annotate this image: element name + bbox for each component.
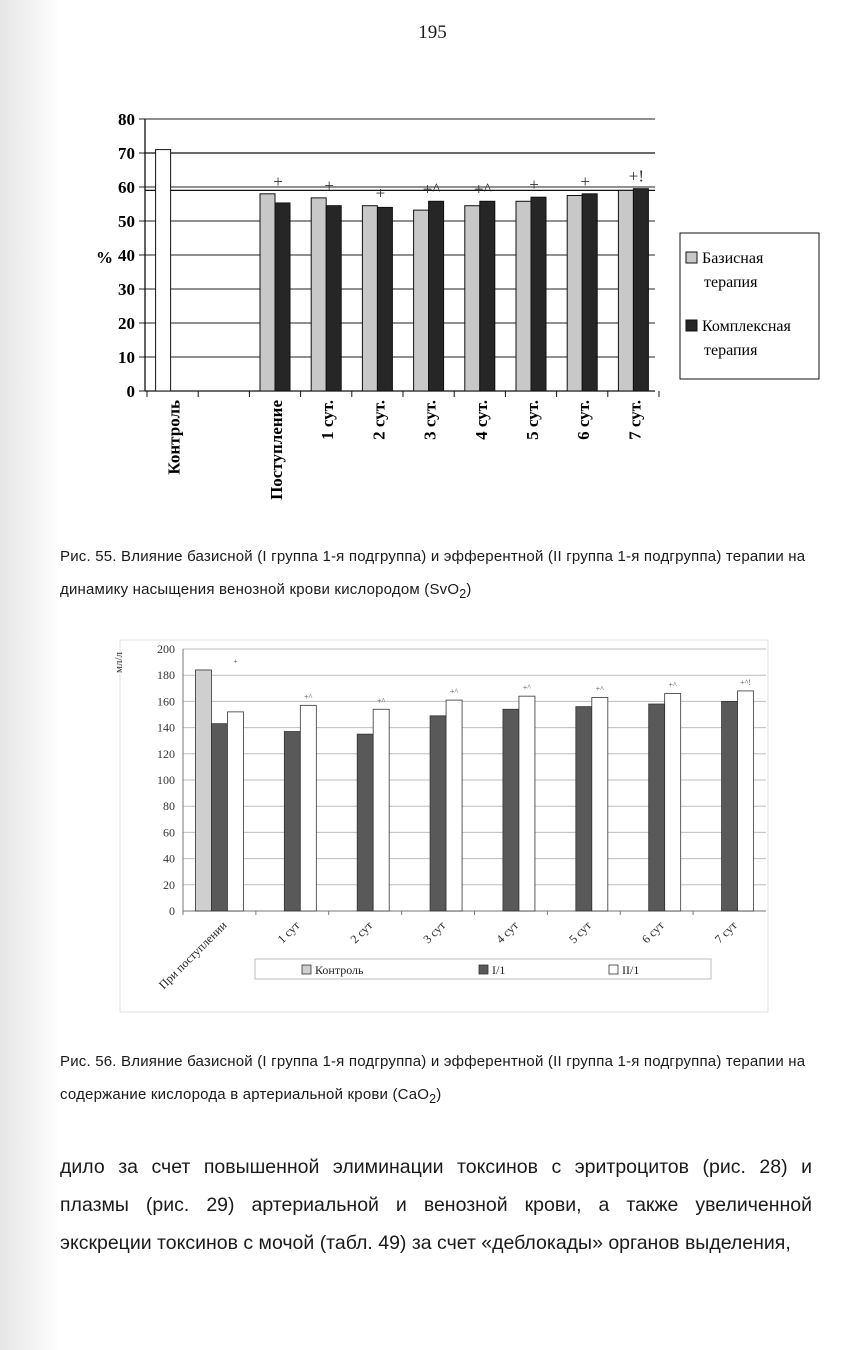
- x-tick-label: 6 сут: [638, 918, 667, 947]
- bar-basic: [311, 198, 326, 391]
- significance-mark: +^: [668, 680, 677, 690]
- significance-mark: +^: [474, 179, 492, 199]
- bar-I/1: [284, 732, 300, 911]
- bar-I/1: [430, 716, 446, 911]
- bar-I/1: [576, 707, 592, 911]
- bar-basic: [516, 201, 531, 391]
- x-tick-label: 1 сут: [274, 918, 303, 947]
- y-tick-label: 140: [157, 720, 175, 735]
- legend-swatch: [479, 965, 488, 974]
- x-tick-label: 6 сут.: [574, 400, 594, 440]
- x-tick-label: 7 сут.: [625, 400, 645, 440]
- bar-II/1: [519, 696, 535, 911]
- legend-label: терапия: [704, 274, 758, 291]
- x-tick-label: Контроль: [164, 400, 184, 475]
- legend-swatch: [302, 965, 311, 974]
- bar-basic: [414, 210, 429, 391]
- y-tick-label: 50: [118, 212, 135, 231]
- bar-II/1: [592, 697, 608, 911]
- bar-basic: [465, 206, 480, 391]
- bar-complex: [480, 201, 495, 391]
- chart-svo2: [0, 0, 865, 540]
- x-tick-label: 1 сут.: [318, 400, 338, 440]
- bar-complex: [326, 206, 341, 391]
- y-tick-label: 60: [163, 825, 175, 840]
- significance-mark: +: [529, 175, 539, 195]
- significance-mark: +^: [522, 683, 532, 693]
- bar-complex: [429, 201, 444, 391]
- significance-mark: +: [580, 171, 590, 191]
- significance-mark: +^: [595, 684, 604, 694]
- significance-mark: +: [324, 175, 334, 195]
- significance-mark: +: [273, 171, 283, 191]
- y-tick-label: 0: [169, 904, 175, 918]
- x-tick-label: 7 сут: [711, 918, 740, 947]
- bar-II/1: [300, 705, 316, 911]
- body-text-line: дило за счет повышенной элиминации токсинов с эритроцитов (рис. 28) и: [60, 1156, 812, 1178]
- y-axis-label: %: [96, 248, 113, 267]
- bar-basic: [260, 194, 275, 391]
- body-text-line: экскреции токсинов с мочой (табл. 49) за счет «деблокады» органов выделения,: [60, 1232, 791, 1254]
- significance-mark: +^: [304, 692, 313, 702]
- x-tick-label: Поступление: [267, 400, 286, 500]
- y-tick-label: 40: [163, 851, 175, 866]
- x-tick-label: 2 сут: [347, 918, 376, 947]
- y-tick-label: 30: [118, 280, 135, 299]
- y-axis-label: мл/л: [113, 652, 125, 673]
- legend-label: I/1: [492, 963, 506, 977]
- legend-label: терапия: [704, 342, 758, 359]
- bar-I/1: [357, 734, 373, 911]
- x-tick-label: 3 сут: [420, 918, 449, 947]
- x-tick-label: 2 сут.: [369, 400, 389, 440]
- bar-I/1: [722, 701, 738, 911]
- legend-label: II/1: [622, 963, 640, 977]
- y-tick-label: 160: [157, 694, 175, 709]
- bar-II/1: [446, 700, 462, 911]
- y-tick-label: 60: [118, 178, 135, 197]
- body-text-line: плазмы (рис. 29) артериальной и венозной крови, а также увеличенной: [60, 1194, 812, 1216]
- y-tick-label: 180: [157, 668, 175, 683]
- significance-mark: +^: [377, 696, 386, 706]
- legend-swatch-complex: [686, 320, 697, 331]
- x-tick-label: 3 сут.: [420, 400, 440, 440]
- bar-II/1: [665, 694, 681, 911]
- bar-complex: [633, 189, 648, 391]
- legend-label: Комплексная: [702, 318, 791, 335]
- significance-mark: +: [233, 656, 238, 666]
- significance-mark: +^: [422, 179, 441, 199]
- y-tick-label: 120: [157, 746, 175, 761]
- y-tick-label: 20: [163, 877, 175, 892]
- bar-I/1: [503, 709, 519, 911]
- significance-mark: +: [375, 183, 386, 203]
- bar-complex: [582, 194, 597, 391]
- bar-complex: [275, 203, 290, 391]
- y-tick-label: 200: [157, 642, 175, 656]
- body-text: [60, 1148, 812, 1262]
- x-tick-label: При поступлении: [155, 918, 230, 992]
- bar-I/1: [649, 704, 665, 911]
- bar-II/1: [738, 691, 754, 911]
- bar-basic: [362, 206, 377, 391]
- legend-label: Контроль: [315, 963, 364, 977]
- x-tick-label: 4 сут: [493, 918, 522, 947]
- bar-control: [156, 150, 171, 391]
- legend-label: Базисная: [702, 250, 764, 267]
- significance-mark: +!: [628, 166, 645, 186]
- bar-Контроль: [195, 670, 211, 911]
- legend-swatch-basic: [686, 252, 697, 263]
- page-number: 195: [418, 22, 447, 43]
- y-tick-label: 40: [118, 246, 135, 265]
- bar-complex: [377, 207, 392, 391]
- chart-cao2: [0, 630, 865, 1050]
- bar-II/1: [373, 709, 389, 911]
- y-tick-label: 100: [157, 773, 175, 787]
- y-tick-label: 70: [118, 144, 135, 163]
- bar-basic: [567, 196, 582, 392]
- significance-mark: +^: [449, 687, 459, 697]
- y-tick-label: 20: [118, 314, 135, 333]
- bar-basic: [618, 190, 633, 391]
- y-tick-label: 10: [118, 348, 135, 367]
- legend-swatch: [609, 965, 618, 974]
- figure-56-caption: Рис. 56. Влияние базисной (I группа 1-я подгруппа) и эфферентной (II группа 1-я подгруппа) терапии на содержание кислорода в артериальной крови (CaO$_2$): [60, 1053, 806, 1106]
- bar-II/1: [227, 712, 243, 911]
- significance-mark: +^!: [740, 677, 752, 687]
- y-tick-label: 80: [163, 799, 175, 814]
- x-tick-label: 4 сут.: [471, 400, 491, 440]
- x-tick-label: 5 сут.: [523, 400, 542, 440]
- x-tick-label: 5 сут: [566, 918, 594, 947]
- y-tick-label: 0: [126, 382, 135, 401]
- bar-I/1: [211, 724, 227, 911]
- bar-complex: [531, 197, 546, 391]
- figure-55-caption: Рис. 55. Влияние базисной (I группа 1-я подгруппа) и эфферентной (II группа 1-я подгруппа) терапии на динамику насыщения венозной крови кислородом (SvO$_2$): [60, 548, 806, 601]
- y-tick-label: 80: [118, 110, 135, 129]
